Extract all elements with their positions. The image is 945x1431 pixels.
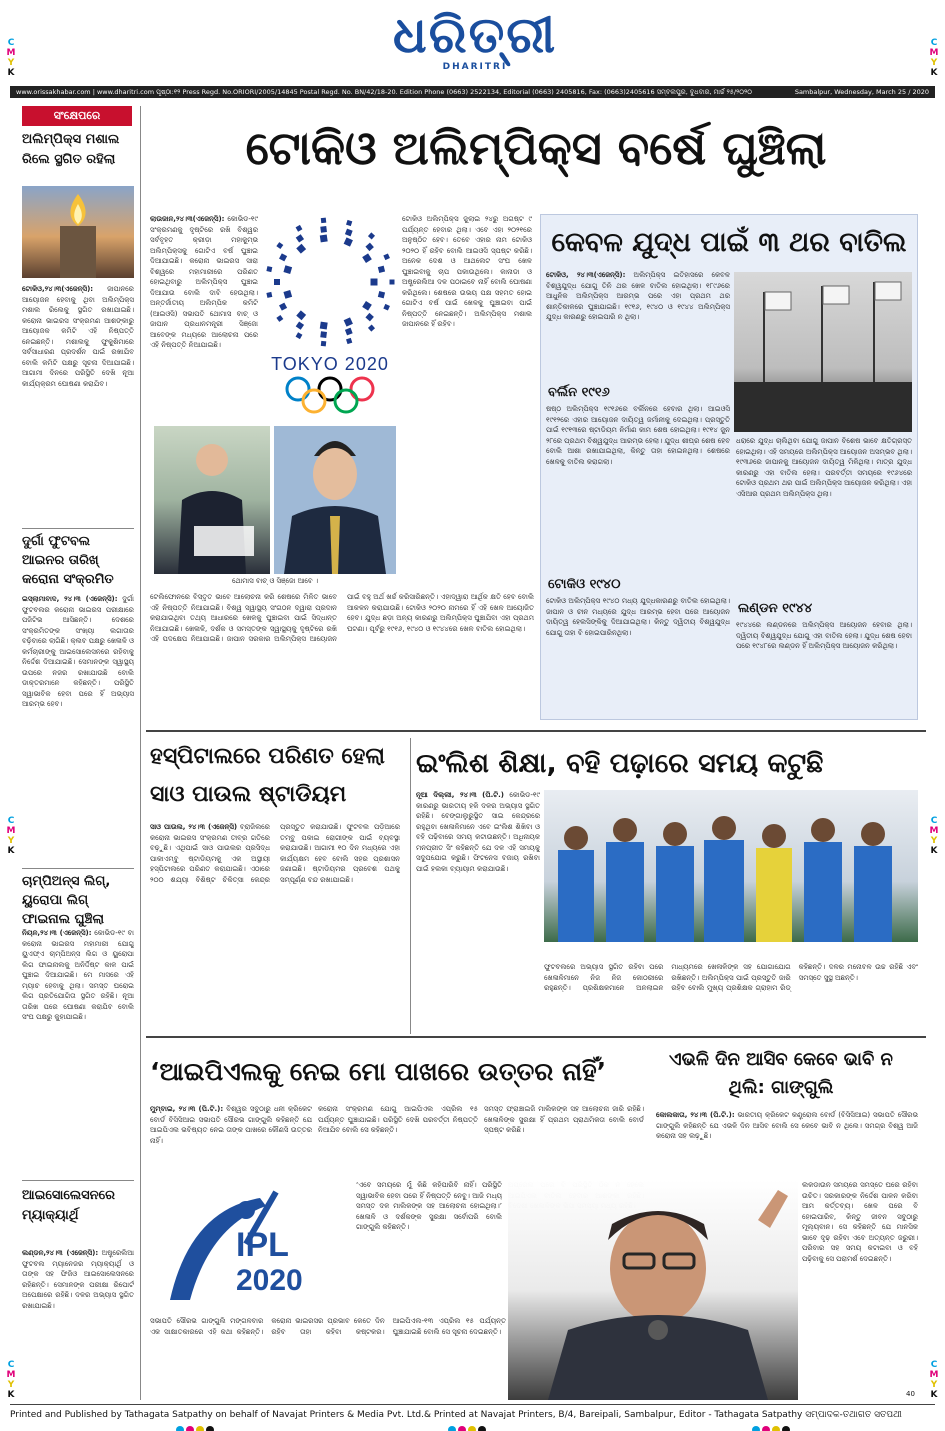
tokyo-2020-logo (262, 214, 398, 418)
emblem-check (378, 266, 385, 273)
emblem-check (345, 229, 353, 237)
column-rule-mid (410, 738, 411, 1034)
lead-story-col1: ଲାଉଜାନ,୨୪।୩(ଏଜେନ୍ସି): କୋଭିଡ-୧୯ ସଂକ୍ରମଣକୁ ଦୃଷ୍ଟିରେ ରଖି ବିଶ୍ୱର ସର୍ବବୃହତ କ୍ରୀଡ଼ା ମହାକୁମ୍ଭ ଅଲିମ୍ପିକ୍ସକୁ ଗୋଟିଏ ବର୍ଷ ଘୁଞ୍ଚାଇ ଦିଆଯାଇଛି। କରୋନା ଭାଇରସ ସାରା ବିଶ୍ୱରେ ମହାମାରୀରେ ପରିଣତ ହୋଇଥିବାରୁ ଅଲିମ୍ପିକ୍ସ ଘୁଞ୍ଚାଇ ଦିଆଯାଉ ବୋଲି ଦାବି ହେଉଥିଲା। ଅନ୍ତର୍ଜାତୀୟ ଅଲିମ୍ପିକ କମିଟି (ଆଇଓସି) ସଭାପତି ଥୋମାସ ବାଚ୍ ଓ ଜାପାନ ପ୍ରଧାନମନ୍ତ୍ରୀ ସିଞ୍ଜୋ ଆବେଙ୍କ ମଧ୍ୟରେ ଆଲୋଚନା ପରେ ଏହି ନିଷ୍ପତ୍ତି ନିଆଯାଇଛି। (150, 215, 258, 349)
ganguly-dateline: କୋଲକାତା, ୨୪।୩ (ପି.ଟି.): (656, 1111, 735, 1119)
history-box-berlin-text: ଷଷ୍ଠ ଅଲିମ୍ପିକ୍ସ ୧୯୧୬ରେ ବର୍ଲିନରେ ହେବାର ଥିଲା। ଆଇଓସି ୧୯୧୨ରେ ଏହାର ଆୟୋଜନ ଦାୟିତ୍ୱ ଜର୍ମାନୀକୁ ଦେଇଥିଲା। ପ୍ରସ୍ତୁତି ପାଇଁ ୧୯୧୩ରେ ଷ୍ଟାଡିୟମ ନିର୍ମାଣ କାମ ଶେଷ ହୋଇଥିଲା। ୧୯୧୪ ଜୁନ ୨୮ରେ ପ୍ରଥମ ବିଶ୍ୱଯୁଦ୍ଧ ଆରମ୍ଭ ହେଲା। ଯୁଦ୍ଧ ଶୀଘ୍ର ଶେଷ ହେବ ବୋଲି ଆଶା ରଖାଯାଇଥିଲା, କିନ୍ତୁ ତାହା ହୋଇନଥିଲା। ଶେଷରେ ଖେଳକୁ ବାତିଲ କରାଗଲା। (546, 405, 730, 466)
emblem-check (274, 279, 280, 285)
side-story-1-dateline: ଟୋକିଓ,୨୪।୩(ଏଜେନ୍ସି): (22, 285, 94, 293)
emblem-check (266, 266, 272, 272)
ganguly-story-text: କୋଲକାତା, ୨୪।୩ (ପି.ଟି.): ଭାରତୀୟ କ୍ରିକେଟ କଣ୍ଟ୍ରୋଲ ବୋର୍ଡ (ବିସିସିଆଇ) ସଭାପତି ସୌରଭ ଗାଙ୍ଗୁଲି କହିଛନ୍ତି ଯେ ଏଭଳି ଦିନ ଆସିବ ବୋଲି ସେ କେବେ ଭାବି ନ ଥିଲେ। ସମଗ୍ର ବିଶ୍ୱ ଆଜି କରୋନା ସହ ଲଢ଼ୁଛି। (656, 1111, 918, 1140)
emblem-check (390, 280, 395, 285)
emblem-check (296, 321, 304, 329)
side-story-1-text: ଟୋକିଓ,୨୪।୩(ଏଜେନ୍ସି): ଜାପାନରେ ଆୟୋଜନ ହେବାକୁ ଥିବା ଅଲିମ୍ପିକ୍ସ ମଶାଲ ରିଲେକୁ ସ୍ଥଗିତ ରଖାଯାଇଛି। କରୋନା ଭାଇରସ ସଂକ୍ରମଣ ଆଶଙ୍କାରୁ ଆୟୋଜକ କମିଟି ଏହି ନିଷ୍ପତ୍ତି ନେଇଛନ୍ତି। ମଶାଲକୁ ଫୁକୁଶିମାରେ ସର୍ବସାଧାରଣ ପ୍ରଦର୍ଶନ ପାଇଁ ରଖାଯିବ ବୋଲି କମିଟି ପକ୍ଷରୁ ସୂଚନା ଦିଆଯାଇଛି। ଆଗାମୀ ଦିନରେ ପରିସ୍ଥିତି ଦେଖି ନୂଆ କାର୍ଯ୍ୟକ୍ରମ ଘୋଷଣା କରାଯିବ। (22, 285, 134, 388)
emblem-check (346, 220, 352, 226)
registration-dots-left (176, 1419, 216, 1427)
cmyk-marks-mid-right: C M Y K (929, 816, 939, 856)
emblem-check (276, 315, 283, 322)
emblem-check (371, 279, 378, 286)
emblem-check (296, 332, 303, 339)
side-headline-2: ଦୁର୍ଗା ଫୁଟବଲ ଆଇନର ତାରିଖ୍ କରୋନା ସଂକ୍ରମିତ (22, 534, 114, 587)
stadium-dateline: ସାଓ ପାଉଲ, ୨୪।୩ (ଏଜେନ୍ସି) (150, 823, 238, 831)
history-dateline: ଟୋକିଓ, ୨୪।୩(ଏଜେନ୍ସି): (546, 271, 626, 279)
side-divider-3 (22, 1180, 134, 1181)
history-box-col2-text: ଧରାରେ ଯୁଦ୍ଧ ଚାଲିଥିବା ଯୋଗୁ ଜାପାନ ବିଶେଷ ଭାବେ କ୍ଷତିଗ୍ରସ୍ତ ହୋଇଥିଲା। ଏହି ସମୟରେ ଅଲିମ୍ପିକ୍ସ ଆୟୋଜନ ଅସମ୍ଭବ ଥିଲା। ୧୯୩୬ରେ ଜାପାନକୁ ଆୟୋଜନ ଦାୟିତ୍ୱ ମିଳିଥିଲା। ମାତ୍ର ଯୁଦ୍ଧ କାରଣରୁ ଏହା ବାତିଲ ହେଲା। ପରବର୍ତ୍ତୀ ସମୟରେ ୧୯୬୪ରେ ଟୋକିଓ ପ୍ରଥମ ଥର ପାଇଁ ଅଲିମ୍ପିକ୍ସ ଆୟୋଜନ କରିଥିଲା। ଏହା ଏସିଆର ପ୍ରଥମ ଅଲିମ୍ପିକ୍ସ ଥିଲା। (736, 437, 912, 498)
emblem-check (383, 253, 390, 260)
cmyk-marks-bottom-right: C M Y K (929, 1360, 939, 1400)
emblem-check (320, 226, 327, 233)
side-story-4-text: ଲଣ୍ଡନ,୨୪।୩ (ଏଜେନ୍ସି): ଅଷ୍ଟ୍ରେଲିଆ ଫୁଟବଲ ମ୍ୟାନେଜର ମ୍ୟାକ୍ୟାର୍ଥି ଓ ତାଙ୍କ ସହ ଫିଜିଓ ଆଇସୋଲେସନରେ ରହିଛନ୍ତି। ସେମାନଙ୍କ ପରୀକ୍ଷା ରିପୋର୍ଟ ଅପେକ୍ଷାରେ ରହିଛି। ଦଳର ଅଭ୍ୟାସ ସ୍ଥଗିତ ରଖାଯାଇଛି। (22, 1249, 134, 1310)
side-divider-1 (22, 528, 134, 529)
history-box-headline: କେବଳ ଯୁଦ୍ଧ ପାଇଁ ୩ ଥର ବାତିଲ (551, 227, 907, 258)
side-story-3-text: ନିୟନ,୨୪।୩ (ଏଜେନ୍ସି): କୋଭିଡ-୧୯ ବା କରୋନା ଭାଇରସ ମହାମାରୀ ଯୋଗୁ ୟୁଏଫ୍ଏ ଚାମ୍ପିଅନ୍ସ ଲିଗ ଓ ୟୁରୋପା ଲିଗ ଫାଇନାଲକୁ ଅନିର୍ଦ୍ଦିଷ୍ଟ କାଳ ପାଇଁ ଘୁଞ୍ଚାଇ ଦିଆଯାଇଛି। ମେ ମାସରେ ଏହି ମ୍ୟାଚ ହେବାକୁ ଥିଲା। ସମସ୍ତ ଘରୋଇ ଲିଗ ପ୍ରତିଯୋଗିତା ସ୍ଥଗିତ ରହିଛି। ନୂଆ ତାରିଖ ପରେ ଘୋଷଣା କରାଯିବ ବୋଲି ସଂଘ ପକ୍ଷରୁ କୁହାଯାଇଛି। (22, 929, 134, 1021)
emblem-check (296, 244, 306, 254)
ipl-story-bottom: ସଭାପତି ସୌରଭ ଗାଙ୍ଗୁଲି ମଙ୍ଗଳବାର ଏକ ସାକ୍ଷାତକାରରେ ଏହି କଥା କହିଛନ୍ତି। କରୋନା ଭାଇରସର ପ୍ରଭାବ କେତେ ଦିନ ରହିବ ତାହା କହିବା କଷ୍ଟକର। ଆଇପିଏଲ-୧୩ ଏପ୍ରିଲ ୧୫ ପର୍ଯ୍ୟନ୍ତ ଘୁଞ୍ଚାଯାଇଛି ବୋଲି ସେ ସୂଚନା ଦେଇଛନ୍ତି। (150, 1317, 506, 1336)
tokyo-logo-text: TOKYO 2020 (271, 354, 389, 374)
abe-photo (274, 426, 396, 574)
hockey-dateline: ନୂଆ ଦିଲ୍ଲୀ, ୨୪।୩ (ପି.ଟି.) (416, 791, 504, 799)
emblem-check (320, 322, 328, 330)
ipl-headline: ‘ଆଇପିଏଲକୁ ନେଇ ମୋ ପାଖରେ ଉତ୍ତର ନାହିଁ’ (150, 1057, 607, 1086)
history-box-col1: ଟୋକିଓ, ୨୪।୩(ଏଜେନ୍ସି): ଅଲିମ୍ପିକ୍ସ ଇତିହାସରେ କେବଳ ବିଶ୍ୱଯୁଦ୍ଧ ଯୋଗୁ ତିନି ଥର ଖେଳ ବାତିଲ ହୋଇଥିଲା। ୧୮୯୬ରେ ଆଧୁନିକ ଅଲିମ୍ପିକ୍ସ ଆରମ୍ଭ ପରେ ଏହା ପ୍ରଥମ ଥର ଶାନ୍ତିକାଳରେ ଘୁଞ୍ଚାଯାଇଛି। ୧୯୧୬, ୧୯୪୦ ଓ ୧୯୪୪ ଅଲିମ୍ପିକ୍ସ ଯୁଦ୍ଧ କାରଣରୁ ହୋଇପାରି ନ ଥିଲା। (546, 271, 730, 321)
emblem-check (362, 253, 372, 263)
footer-imprint: Printed and Published by Tathagata Satpathy on behalf of Navajat Printers & Media Pvt. Ltd.& Printed at Navajat Printers, B/4, Bareipali, Sambalpur, Editor - Tathagata Satpathy ସମ୍ପାଦକ-ତଥାଗତ ସତପଥୀ (10, 1410, 902, 1420)
section-divider-2 (146, 1036, 926, 1038)
cmyk-marks-bottom-left: C M Y K (6, 1360, 16, 1400)
side-story-2-text: ଇସ୍ଲାମାବାଦ, ୨୪।୩ (ଏଜେନ୍ସି): ଦୁର୍ଗା ଫୁଟବଲର କରୋନା ଭାଇରସ ପରୀକ୍ଷାରେ ପଜିଟିଭ ଆସିଛନ୍ତି। ଦେଶରେ ସଂକ୍ରମିତଙ୍କ ସଂଖ୍ୟା ଲଗାତାର ବଢ଼ିବାରେ ଲାଗିଛି। କ୍ଲବ ପକ୍ଷରୁ ଖେଳାଳି ଓ କର୍ମଚାରୀଙ୍କୁ ଆଇସୋଲେସନରେ ରହିବାକୁ ନିର୍ଦ୍ଦେଶ ଦିଆଯାଇଛି। ସେମାନଙ୍କ ସ୍ୱାସ୍ଥ୍ୟ ଉପରେ ନଜର ରଖାଯାଉଛି ବୋଲି ଡାକ୍ତରମାନେ କହିଛନ୍ତି। ପରିସ୍ଥିତି ସ୍ୱାଭାବିକ ହେବା ପରେ ହିଁ ଅଭ୍ୟାସ ଆରମ୍ଭ ହେବ। (22, 595, 134, 708)
lead-story-col2: ଟୋକିଓ ଅଲିମ୍ପିକ୍ସ ଜୁଲାଇ ୨୪ରୁ ଅଗଷ୍ଟ ୯ ପର୍ଯ୍ୟନ୍ତ ହେବାର ଥିଲା। ଏବେ ଏହା ୨୦୨୧ରେ ଅନୁଷ୍ଠିତ ହେବ। ତେବେ ଏହାର ନାମ ଟୋକିଓ ୨୦୨୦ ହିଁ ରହିବ ବୋଲି ଆଇଓସି ସ୍ପଷ୍ଟ କରିଛି। ଅନେକ ଦେଶ ଓ ଆଥଲେଟ ସଂଘ ଖେଳ ଘୁଞ୍ଚାଇବାକୁ ଚାପ ପକାଉଥିଲେ। କାନାଡା ଓ ଅଷ୍ଟ୍ରେଲିଆ ଦଳ ପଠାଇବେ ନାହିଁ ବୋଲି ଘୋଷଣା କରିଥିଲେ। ଶେଷରେ ଉଭୟ ପକ୍ଷ ସହମତ ହୋଇ ଗୋଟିଏ ବର୍ଷ ପାଇଁ ଖେଳକୁ ଘୁଞ୍ଚାଇବା ପାଇଁ ନିଷ୍ପତ୍ତି ନେଇଛନ୍ତି। ଅଲିମ୍ପିକ୍ସ ମଶାଲ ଜାପାନରେ ହିଁ ରହିବ। (402, 215, 532, 328)
side-headline-1: ଅଲିମ୍ପିକ୍ସ ମଶାଲ ରିଲେ ସ୍ଥଗିତ ରହିଲା (22, 132, 120, 167)
dateline-bar-right: Sambalpur, Wednesday, March 25 / 2020 (794, 88, 929, 96)
ipl-logo (150, 1180, 346, 1312)
emblem-check (266, 292, 272, 298)
dateline-bar-left: www.orissakhabar.com | www.dharitri.com ପୃଷ୍ଠା:୧୨ Press Regd. No.ORIORI/2005/14845 Postal Regd. No. BN/42/18-20. Edition Phone (0663) 2522134, Editorial (0663) 2405816, Fax: (0663)2405616 ସମ୍ବଲପୁର, ବୁଧବାର, ମାର୍ଚ୍ଚ ୨୫/୨୦୨୦ (16, 88, 752, 96)
emblem-check (368, 232, 375, 239)
ipl-story-col2: କରୋନା ସଂକ୍ରମଣ ଯୋଗୁ ଆଇପିଏଲ ଏପ୍ରିଲ ୧୫ ପର୍ଯ୍ୟନ୍ତ ଘୁଞ୍ଚାଯାଇଛି। ପରିସ୍ଥିତି ଦେଖି ପରବର୍ତ୍ତୀ ନିଷ୍ପତ୍ତି ନିଆଯିବ ବୋଲି ସେ କହିଛନ୍ତି। (318, 1105, 478, 1134)
lead-headline: ଟୋକିଓ ଅଲିମ୍ପିକ୍ସ ବର୍ଷେ ଘୁଞ୍ଚିଲା (245, 121, 827, 175)
cmyk-marks-top-right: C M Y K (929, 38, 939, 78)
lead-story-lower: ଟେଲିଫୋନରେ ବିସ୍ତୃତ ଭାବେ ଆଲୋଚନା କରି ଶେଷରେ ମିଳିତ ଭାବେ ଏହି ନିଷ୍ପତ୍ତି ନିଆଯାଇଛି। ବିଶ୍ୱ ସ୍ୱାସ୍ଥ୍ୟ ସଂଗଠନ ଦ୍ୱାରା ପ୍ରଦାନ କରାଯାଇଥିବା ତଥ୍ୟ ଆଧାରରେ ଖେଳକୁ ଘୁଞ୍ଚାଇବା ପାଇଁ ସିଦ୍ଧାନ୍ତ ନିଆଯାଇଛି। ଖେଳାଳି, ଦର୍ଶକ ଓ ସମସ୍ତଙ୍କ ସ୍ୱାସ୍ଥ୍ୟକୁ ଦୃଷ୍ଟିରେ ରଖି ଏହି ପଦକ୍ଷେପ ନିଆଯାଇଛି। ଜାପାନ ସରକାର ଅଲିମ୍ପିକ୍ସ ଆୟୋଜନ ପାଇଁ ବହୁ ଅର୍ଥ ଖର୍ଚ୍ଚ କରିସାରିଛନ୍ତି। ଏହାଦ୍ୱାରା ଆର୍ଥିକ କ୍ଷତି ହେବ ବୋଲି ଆକଳନ କରାଯାଉଛି। ଟୋକିଓ ୨୦୨୦ ନାମରେ ହିଁ ଏହି ଖେଳ ଆୟୋଜିତ ହେବ। ଯୁଦ୍ଧ ଛଡ଼ା ଅନ୍ୟ କାରଣରୁ ଅଲିମ୍ପିକ୍ସ ଘୁଞ୍ଚାଯିବା ଏହା ପ୍ରଥମ ଘଟଣା। ପୂର୍ବରୁ ୧୯୧୬, ୧୯୪୦ ଓ ୧୯୪୪ରେ ଖେଳ ବାତିଲ ହୋଇଥିଲା। (150, 593, 534, 643)
logo-subtitle: DHARITRI (442, 62, 508, 72)
hockey-players-icon (544, 790, 918, 942)
ganguly-headline: ଏଭଳି ଦିନ ଆସିବ କେବେ ଭାବି ନ ଥିଲି: ଗାଙ୍ଗୁଲି (669, 1049, 893, 1098)
registration-dots-right (752, 1419, 792, 1427)
side-headline-4: ଆଇସୋଲେସନରେ ମ୍ୟାକ୍ୟାର୍ଥି (22, 1188, 115, 1223)
ipl-dateline: ମୁମ୍ବାଇ, ୨୪।୩ (ପି.ଟି.): (150, 1105, 224, 1113)
cmyk-marks-mid-left: C M Y K (6, 816, 16, 856)
emblem-check (320, 331, 327, 338)
olympic-flags-icon (734, 272, 912, 432)
history-subhead-berlin: ବର୍ଲିନ ୧୯୧୬ (548, 385, 610, 400)
ganguly-story-right: ଲକଡାଉନ ସମୟରେ ସମସ୍ତେ ଘରେ ରହିବା ଉଚିତ। ସରକାରଙ୍କ ନିର୍ଦ୍ଦେଶ ପାଳନ କରିବା ଆମ କର୍ତ୍ତବ୍ୟ। ଖେଳ ପରେ ବି ହୋଇପାରିବ, କିନ୍ତୁ ଜୀବନ ସବୁଠାରୁ ମୂଲ୍ୟବାନ। ସେ କହିଛନ୍ତି ଯେ ମାନସିକ ଭାବେ ଦୃଢ଼ ରହିବା ଏବେ ଅତ୍ୟନ୍ତ ଜରୁରୀ। ପରିବାର ସହ ସମୟ କଟାଇବା ଓ ବହି ପଢ଼ିବାକୁ ସେ ପରାମର୍ଶ ଦେଇଛନ୍ତି। (802, 1181, 918, 1263)
emblem-check (346, 338, 352, 344)
side-divider-2 (22, 868, 134, 869)
emblem-check (365, 243, 373, 251)
emblem-check (321, 341, 326, 346)
stadium-story-text: ସାଓ ପାଉଲ, ୨୪।୩ (ଏଜେନ୍ସି) ବ୍ରାଜିଲରେ କରୋନା ଭାଇରସ ସଂକ୍ରମଣ ତୀବ୍ର ଗତିରେ ବଢ଼ୁଛି। ଏଥିପାଇଁ ସାଓ ପାଉଲର ପ୍ରସିଦ୍ଧ ପାକାଏମ୍ବୁ ଷ୍ଟାଡିୟମକୁ ଏକ ଅସ୍ଥାୟୀ ହସ୍ପିଟାଲରେ ପରିଣତ କରାଯାଇଛି। ଏଠାରେ ୨୦୦ ଶଯ୍ୟା ବିଶିଷ୍ଟ ଚିକିତ୍ସା କେନ୍ଦ୍ର ପ୍ରସ୍ତୁତ କରାଯାଉଛି। ଫୁଟବଲ ପଡ଼ିଆରେ ତମ୍ବୁ ପକାଇ ରୋଗୀଙ୍କ ପାଇଁ ବ୍ୟବସ୍ଥା କରାଯାଉଛି। ଆଗାମୀ ୧୦ ଦିନ ମଧ୍ୟରେ ଏହା କାର୍ଯ୍ୟକ୍ଷମ ହେବ ବୋଲି ସହର ପ୍ରଶାସନ ଜଣାଇଛି। ଷ୍ଟାଡିୟମର ପ୍ରବେଶ ପଥକୁ ସମ୍ପୂର୍ଣ୍ଣ ବନ୍ଦ ରଖାଯାଇଛି। (150, 823, 400, 884)
emblem-check (368, 325, 375, 332)
side-story-4-dateline: ଲଣ୍ଡନ,୨୪।୩ (ଏଜେନ୍ସି): (22, 1249, 99, 1257)
masthead-logo[interactable] (350, 5, 600, 78)
torch-photo (22, 186, 134, 278)
column-rule-left (140, 106, 141, 1400)
emblem-check (321, 218, 326, 223)
ganguly-photo (508, 1180, 798, 1400)
olympic-rings-icon (262, 375, 398, 415)
side-story-3-dateline: ନିୟନ,୨୪।୩ (ଏଜେନ୍ସି): (22, 929, 92, 937)
torch-flame-icon (22, 186, 134, 278)
emblem-check (345, 328, 353, 336)
page-number: 40 (906, 1390, 915, 1398)
flags-photo (734, 272, 912, 432)
hockey-story-col1: ନୂଆ ଦିଲ୍ଲୀ, ୨୪।୩ (ପି.ଟି.) କୋଭିଡ-୧୯ କାରଣରୁ ଭାରତୀୟ ହକି ଦଳର ଅଭ୍ୟାସ ସ୍ଥଗିତ ରହିଛି। ବେଙ୍ଗାଲୁରୁସ୍ଥିତ ସାଇ କେନ୍ଦ୍ରରେ ରହୁଥିବା ଖେଳାଳିମାନେ ଏବେ ଇଂଲିଶ ଶିଖିବା ଓ ବହି ପଢ଼ିବାରେ ସମୟ କଟାଉଛନ୍ତି। ଅଧିନାୟକ ମନପ୍ରୀତ ସିଂ କହିଛନ୍ତି ଯେ ଦଳ ଏହି ସମୟକୁ ସଦୁପଯୋଗ କରୁଛି। ଫିଟନେସ ବଜାୟ ରଖିବା ପାଇଁ ହଲକା ବ୍ୟାୟାମ କରାଯାଉଛି। (416, 791, 540, 873)
emblem-check (279, 253, 287, 261)
brief-tag: ସଂକ୍ଷେପରେ (22, 106, 132, 126)
history-subhead-london: ଲଣ୍ଡନ ୧୯୪୪ (738, 601, 813, 616)
registration-dots-mid (448, 1419, 488, 1427)
emblem-check (344, 317, 353, 326)
cmyk-marks-top-left: C M Y K (6, 38, 16, 78)
section-divider-1 (146, 730, 926, 732)
emblem-check (362, 301, 372, 311)
emblem-check (344, 237, 353, 246)
logo-wordmark: ଧରିତ୍ରୀ (392, 5, 558, 64)
emblem-check (279, 303, 287, 311)
person-bach-icon (154, 426, 270, 574)
history-box-tokyo-text: ଟୋକିଓ ଅଲିମ୍ପିକ୍ସ ୧୯୪୦ ମଧ୍ୟ ଯୁଦ୍ଧକାରଣରୁ ବାତିଲ ହୋଇଥିଲା। ଜାପାନ ଓ ଚୀନ ମଧ୍ୟରେ ଯୁଦ୍ଧ ଆରମ୍ଭ ହେବା ପରେ ଆୟୋଜନ ଦାୟିତ୍ୱ ହେଲସିଙ୍କିକୁ ଦିଆଯାଇଥିଲା। କିନ୍ତୁ ଦ୍ୱିତୀୟ ବିଶ୍ୱଯୁଦ୍ଧ ଯୋଗୁ ତାହା ବି ହୋଇପାରିନଥିଲା। (546, 597, 730, 637)
side-story-2-dateline: ଇସ୍ଲାମାବାଦ, ୨୪।୩ (ଏଜେନ୍ସି): (22, 595, 118, 603)
footer-rule (10, 1404, 935, 1405)
ipl-logo-year: 2020 (236, 1264, 303, 1297)
ipl-logo-word: IPL (236, 1226, 289, 1264)
emblem-check (320, 234, 328, 242)
emblem-check (283, 290, 292, 299)
bach-photo (154, 426, 270, 574)
history-subhead-tokyo: ଟୋକିଓ ୧୯୪୦ (548, 577, 621, 592)
lead-dateline: ଲାଉଜାନ,୨୪।୩(ଏଜେନ୍ସି): (150, 215, 225, 223)
emblem-check (276, 242, 283, 249)
ipl-story-col2b: ‘ଏବେ ସମୟରେ ମୁଁ କିଛି କହିପାରିବି ନାହିଁ। ପରିସ୍ଥିତି ସ୍ୱାଭାବିକ ହେବା ପରେ ହିଁ ନିଷ୍ପତ୍ତି ନେବୁ। ଆଜି ମଧ୍ୟ ସମସ୍ତ ଦଳ ମାଲିକଙ୍କ ସହ ଆଲୋଚନା ହୋଇଥିଲା।’ ଖେଳାଳି ଓ ଦର୍ଶକଙ୍କ ସୁରକ୍ଷା ସର୍ବୋପରି ବୋଲି ଗାଙ୍ଗୁଲି କହିଛନ୍ତି। (356, 1181, 502, 1231)
hockey-headline: ଇଂଲିଶ ଶିକ୍ଷା, ବହି ପଢ଼ାରେ ସମୟ କଟୁଛି (416, 748, 824, 779)
stadium-headline: ହସ୍ପିଟାଲରେ ପରିଣତ ହେଲା ସାଓ ପାଉଲ ଷ୍ଟାଡିୟମ (150, 744, 385, 807)
emblem-check (296, 225, 303, 232)
lead-photo-caption: ଥୋମାସ ବାଚ୍ ଓ ସିଞ୍ଜୋ ଆବେ । (231, 577, 319, 585)
emblem-check (296, 310, 306, 320)
history-box-london-text: ୧୯୪୪ରେ ଲଣ୍ଡନରେ ଅଲିମ୍ପିକ୍ସ ଆୟୋଜନ ହେବାର ଥିଲା। ଦ୍ୱିତୀୟ ବିଶ୍ୱଯୁଦ୍ଧ ଯୋଗୁ ଏହା ବାତିଲ ହେଲା। ଯୁଦ୍ଧ ଶେଷ ହେବା ପରେ ୧୯୪୮ରେ ଲଣ୍ଡନ ହିଁ ଅଲିମ୍ପିକ୍ସ ଆୟୋଜନ କରିଥିଲା। (736, 621, 912, 650)
hockey-team-photo (544, 790, 918, 942)
side-headline-3: ଚାମ୍ପିଅନ୍ସ ଲିଗ୍, ୟୁରୋପା ଲିଗ୍ ଫାଇନାଲ ଘୁଞ୍ଚିଲା (22, 874, 111, 927)
hockey-story-lower: ଫୁଟବଲରେ ଅଭ୍ୟାସ ସ୍ଥଗିତ ରହିବା ପରେ ଖେଳାଳିମାନେ ନିଜ ନିଜ କୋଠରୀରେ ରହୁଛନ୍ତି। ପ୍ରଶିକ୍ଷକମାନେ ଅନଲାଇନ ମାଧ୍ୟମରେ ଖେଳାଳିଙ୍କ ସହ ଯୋଗାଯୋଗ ରଖିଛନ୍ତି। ଅଲିମ୍ପିକ୍ସ ପାଇଁ ପ୍ରସ୍ତୁତି ଜାରି ରହିବ ବୋଲି ମୁଖ୍ୟ ପ୍ରଶିକ୍ଷକ ଗ୍ରାହାମ ରିଡ୍ କହିଛନ୍ତି। ଦଳର ମନୋବଳ ଉଚ୍ଚ ରହିଛି ଏବଂ ସମସ୍ତେ ସୁସ୍ଥ ଅଛନ୍ତି। (544, 963, 918, 992)
person-abe-icon (274, 426, 396, 574)
ipl-story-col3: ସମସ୍ତ ଫ୍ରାଞ୍ଚାଇଜି ମାଲିକଙ୍କ ସହ ଆଲୋଚନା ଜାରି ରହିଛି। ଖେଳାଳିଙ୍କ ସୁରକ୍ଷା ହିଁ ପ୍ରଥମ ପ୍ରାଥମିକତା ବୋଲି ବୋର୍ଡ ସ୍ପଷ୍ଟ କରିଛି। (484, 1105, 644, 1134)
emblem-check (283, 265, 292, 274)
emblem-check (378, 291, 385, 298)
emblem-check (383, 304, 390, 311)
emblem-check (296, 234, 304, 242)
tokyo-emblem-icon (262, 214, 398, 354)
emblem-check (365, 313, 373, 321)
person-ganguly-icon (508, 1180, 798, 1400)
dateline-bar (10, 86, 935, 98)
ipl-story-col1: ମୁମ୍ବାଇ, ୨୪।୩ (ପି.ଟି.): ବିଶ୍ୱର ସବୁଠାରୁ ଧନୀ କ୍ରିକେଟ ବୋର୍ଡ ବିସିସିଆଇ ସଭାପତି ସୌରଭ ଗାଙ୍ଗୁଲି କହିଛନ୍ତି ଯେ ଆଇପିଏଲ ଭବିଷ୍ୟତ ନେଇ ତାଙ୍କ ପାଖରେ କୌଣସି ଉତ୍ତର ନାହିଁ। (150, 1105, 312, 1145)
